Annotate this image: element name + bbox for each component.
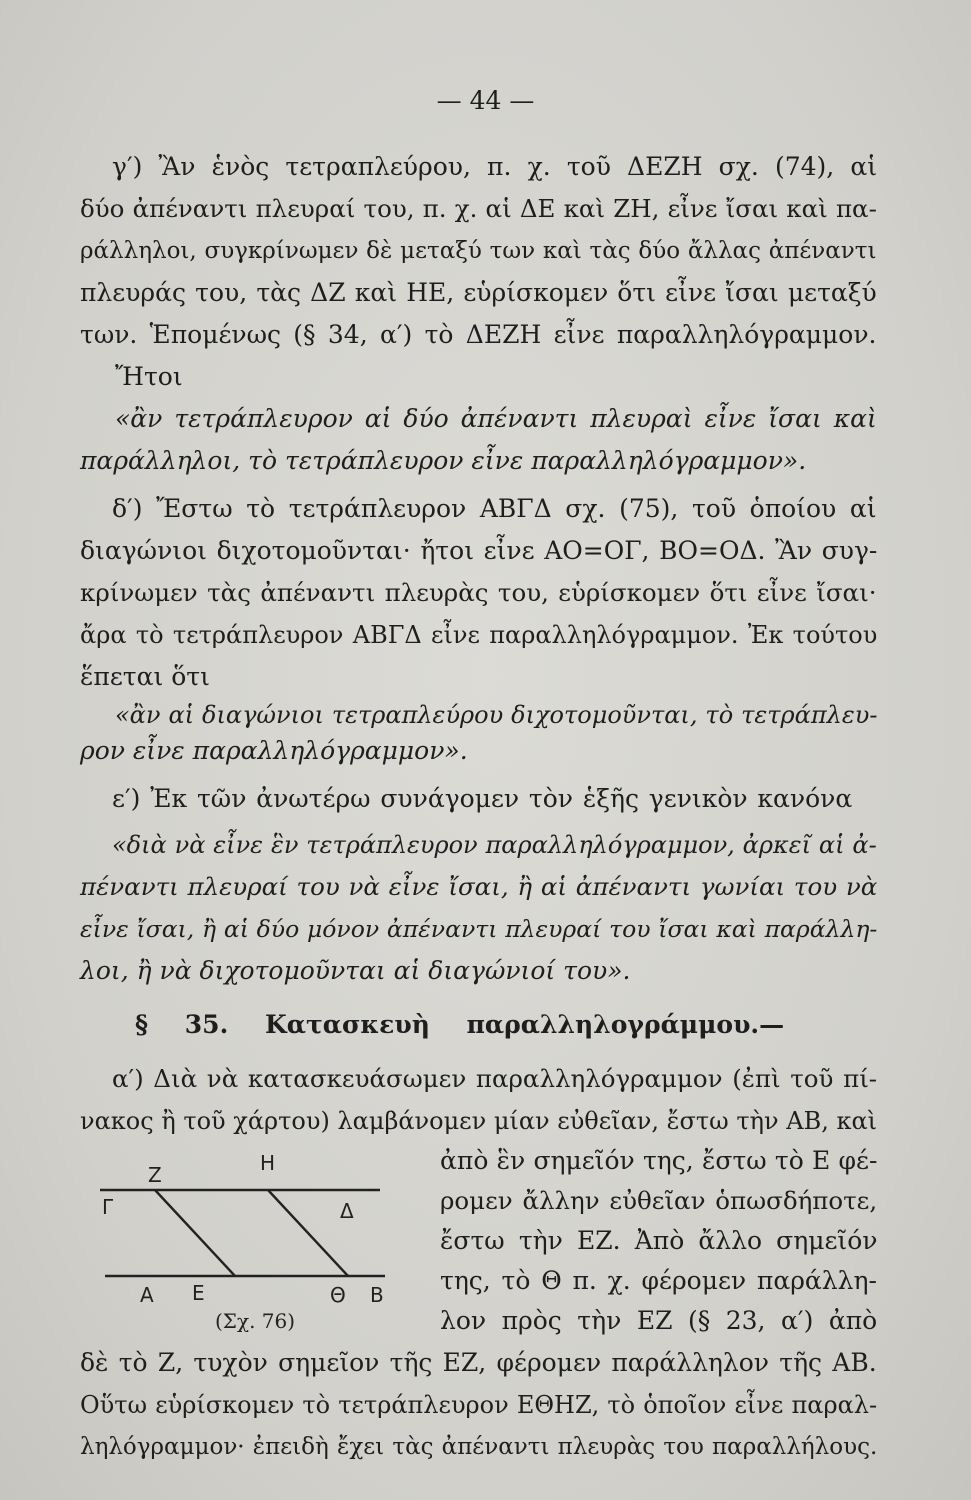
text-line: ρον εἶνε παραλληλόγραμμον». [80, 736, 468, 765]
text-line: πλευράς του, τὰς ΔΖ καὶ ΗΕ, εὑρίσκομεν ὅτι εἶνε ἴσαι μεταξύ [80, 278, 877, 307]
text-line: λον πρὸς τὴν ΕΖ (§ 23, α′) ἀπὸ [440, 1306, 878, 1335]
figure-label-b: Β [370, 1283, 384, 1307]
text-line: ληλόγραμμον· ἐπειδὴ ἔχει τὰς ἀπέναντι πλευρὰς του παραλλήλους. [80, 1434, 878, 1460]
text-line: Ἤτοι [115, 362, 183, 391]
figure-label-e: Ε [192, 1281, 205, 1305]
figure-caption: (Σχ. 76) [215, 1309, 296, 1333]
page-number: — 44 — [436, 86, 535, 115]
text-line: δὲ τὸ Ζ, τυχὸν σημεῖον τῆς ΕΖ, φέρομεν παράλληλον τῆς ΑΒ. [80, 1348, 877, 1377]
text-line: ἔστω τὴν ΕΖ. Ἀπὸ ἄλλο σημεῖόν [440, 1226, 878, 1255]
figure-line-ze [155, 1190, 235, 1276]
text-line: δύο ἀπέναντι πλευραί του, π. χ. αἱ ΔΕ καὶ ΖΗ, εἶνε ἴσαι καὶ πα- [80, 194, 877, 223]
figure-label-h: Η [260, 1151, 276, 1175]
text-line: παράλληλοι, τὸ τετράπλευρον εἶνε παραλληλόγραμμον». [80, 446, 807, 475]
text-line: της, τὸ Θ π. χ. φέρομεν παράλλη- [440, 1266, 877, 1295]
text-line: ε′) Ἐκ τῶν ἀνωτέρω συνάγομεν τὸν ἑξῆς γενικὸν κανόνα [112, 784, 853, 813]
text-line: «ἂν τετράπλευρον αἱ δύο ἀπέναντι πλευραὶ εἶνε ἴσαι καὶ [115, 404, 877, 433]
text-line: ράλληλοι, συγκρίνωμεν δὲ μεταξύ των καὶ τὰς δύο ἄλλας ἀπέναντι [80, 238, 877, 264]
figure-label-d: Δ [340, 1199, 354, 1223]
figure-line-hth [268, 1190, 348, 1276]
text-line: ἄρα τὸ τετράπλευρον ΑΒΓΔ εἶνε παραλληλόγραμμον. Ἐκ τούτου [80, 621, 878, 649]
text-line: Οὕτω εὑρίσκομεν τὸ τετράπλευρον ΕΘΗΖ, τὸ ὁποῖον εἶνε παραλ- [80, 1391, 878, 1419]
text-line: εἶνε ἴσαι, ἢ αἱ δύο μόνον ἀπέναντι πλευραί του ἴσαι καὶ παράλλη- [80, 915, 878, 943]
text-line: ἕπεται ὅτι [80, 662, 210, 691]
text-line: «ἂν αἱ διαγώνιοι τετραπλεύρου διχοτομοῦνται, τὸ τετράπλευ- [115, 701, 878, 729]
section-heading: § 35. Κατασκευὴ παραλληλογράμμου.— [135, 1010, 785, 1039]
text-line: διαγώνιοι διχοτομοῦνται· ἤτοι εἶνε ΑΟ=ΟΓ, ΒΟ=ΟΔ. Ἂν συγ- [80, 536, 878, 565]
text-line: ἀπὸ ἓν σημεῖόν της, ἔστω τὸ Ε φέ- [440, 1146, 878, 1175]
text-line: λοι, ἢ νὰ διχοτομοῦνται αἱ διαγώνιοί του». [80, 956, 631, 985]
figure-label-th: Θ [330, 1283, 346, 1307]
text-line: γ′) Ἂν ἑνὸς τετραπλεύρου, π. χ. τοῦ ΔΕΖΗ σχ. (74), αἱ [112, 152, 878, 181]
text-line: κρίνωμεν τὰς ἀπέναντι πλευρὰς του, εὑρίσκομεν ὅτι εἶνε ἴσαι· [80, 578, 877, 607]
text-line: πέναντι πλευραί του νὰ εἶνε ἴσαι, ἢ αἱ ἀπέναντι γωνίαι του νὰ [80, 872, 878, 901]
figure-label-z: Ζ [148, 1163, 162, 1187]
text-line: «διὰ νὰ εἶνε ἓν τετράπλευρον παραλληλόγραμμον, ἀρκεῖ αἱ ἀ- [112, 831, 877, 859]
text-line: α′) Διὰ νὰ κατασκευάσωμεν παραλληλόγραμμον (ἐπὶ τοῦ πί- [112, 1064, 878, 1093]
text-line: δ′) Ἔστω τὸ τετράπλευρον ΑΒΓΔ σχ. (75), τοῦ ὁποίου αἱ [112, 494, 877, 523]
figure-label-a: Α [140, 1283, 154, 1307]
figure-label-g: Γ [102, 1195, 114, 1219]
text-line: νακος ἢ τοῦ χάρτου) λαμβάνομεν μίαν εὐθεῖαν, ἔστω τὴν ΑΒ, καὶ [80, 1107, 878, 1135]
text-line: των. Ἑπομένως (§ 34, α′) τὸ ΔΕΖΗ εἶνε παραλληλόγραμμον. [80, 320, 877, 349]
text-line: ρομεν ἄλλην εὐθεῖαν ὁπωσδήποτε, [440, 1186, 878, 1215]
figure-76 [100, 1148, 400, 1348]
